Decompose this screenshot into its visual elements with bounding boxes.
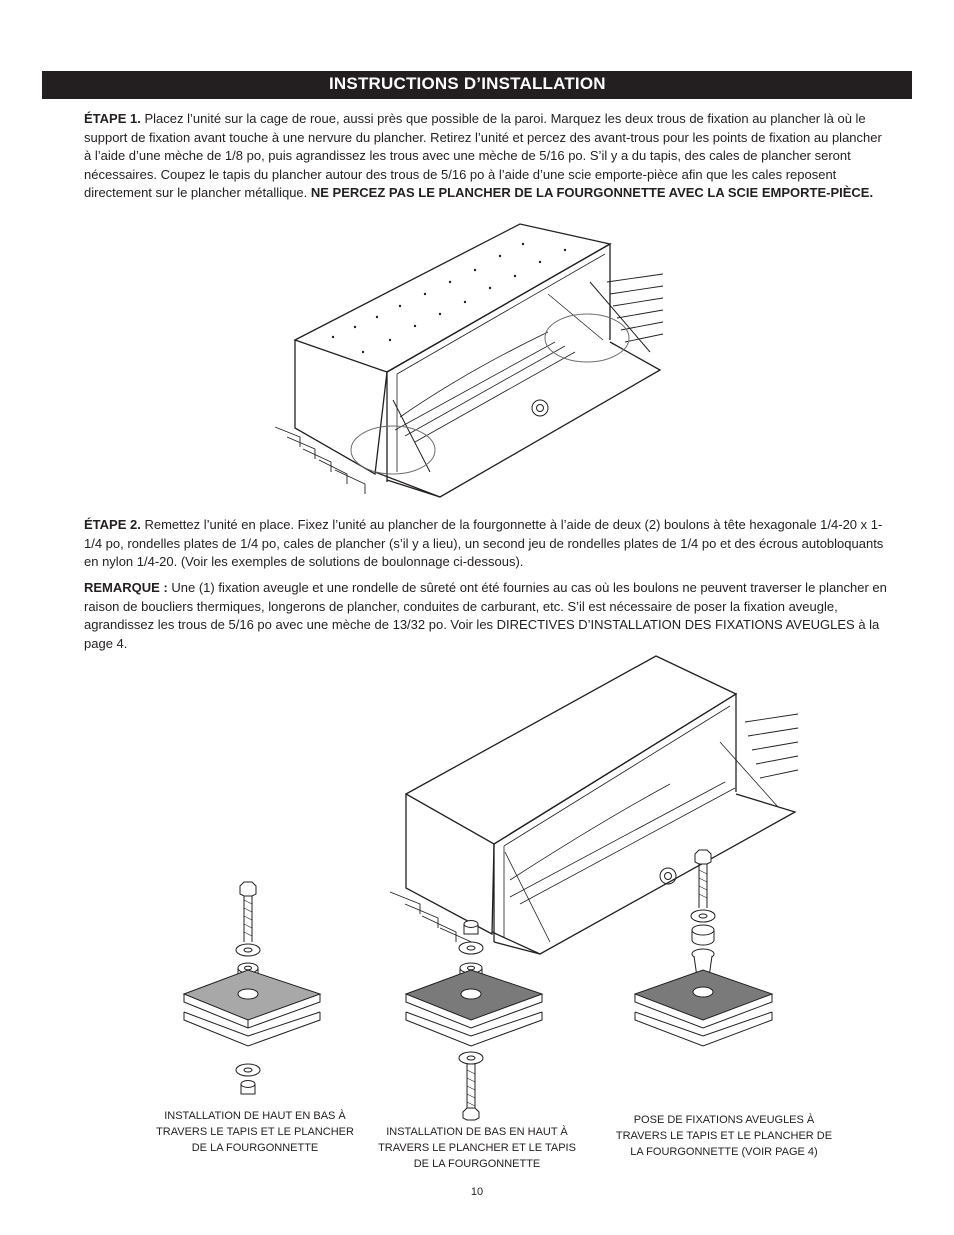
bolting-bottom-up [406,921,542,1121]
unit-body [295,224,660,497]
section-header-bar [42,71,912,99]
mount-circle-front [351,426,435,474]
step-2-paragraph [84,516,890,572]
step-1-warning: NE PERCEZ PAS LE PLANCHER DE LA FOURGONNETTE AVEC LA SCIE EMPORTE-PIÈCE. [310,185,874,201]
step-1-paragraph [84,110,890,203]
note-text: Une (1) fixation aveugle et une rondelle de sûreté ont été fournies au cas où les boulons ne peuvent traverser le plancher en raison de boucliers thermiques, longerons de plancher, conduites de carburant, etc. S’il est nécessaire de poser la fixation aveugle, agrandissez les trous de 5/16 po avec une mèche de 13/32 po. Voir les DIRECTIVES D’INSTALLATION DES FIXATIONS AVEUGLES à la page 4. [84,580,887,651]
caption-blind-fastener: POSE DE FIXATIONS AVEUGLES À TRAVERS LE TAPIS ET LE PLANCHER DE LA FOURGONNETTE (VOIR PAGE 4) [615,1114,833,1158]
step-1-text: Placez l’unité sur la cage de roue, aussi près que possible de la paroi. Marquez les deux trous de fixation au plancher là où le support de fixation avant touche à une nervure du plancher. Retirez l’unité et percez des avant-trous pour les points de fixation au plancher à l’aide d’une mèche de 1/8 po, puis agrandissez les trous avec une mèche de 5/16 po. S’il y a du tapis, des cales de plancher seront nécessaires. Coupez le tapis du plancher autour des trous de 5/16 po à l’aide d’une scie emporte-pièce afin que les cales reposent directement sur le plancher métallique. [84,111,882,201]
mount-circle-rear [545,314,629,362]
note-paragraph [84,579,890,653]
page-number: 10 [470,1186,484,1198]
step-2-label: ÉTAPE 2. [84,517,141,532]
figure-unit-on-wheel-well [265,222,665,507]
step-2-text: Remettez l’unité en place. Fixez l’unité au plancher de la fourgonnette à l’aide de deux (2) boulons à tête hexagonale 1/4-20 x 1-1/4 po, rondelles plates de 1/4 po, cales de plancher (s’il y a lieu), un second jeu de rondelles plates de 1/4 po et des écrous autobloquants en nylon 1/4-20. (Voir les exemples de solutions de boulonnage ci-dessous). [84,517,884,570]
note-label: REMARQUE : [84,580,168,595]
section-title: INSTRUCTIONS D’INSTALLATION [329,74,606,93]
bolting-top-down [184,882,320,1094]
bolting-blind-fastener [635,850,772,1046]
figure-bolting-solutions [180,652,800,1122]
caption-top-down: INSTALLATION DE HAUT EN BAS À TRAVERS LE TAPIS ET LE PLANCHER DE LA FOURGONNETTE [156,1110,354,1154]
unit-body-2 [406,656,795,954]
caption-bottom-up: INSTALLATION DE BAS EN HAUT À TRAVERS LE PLANCHER ET LE TAPIS DE LA FOURGONNETTE [378,1126,576,1170]
step-1-label: ÉTAPE 1. [84,111,141,126]
